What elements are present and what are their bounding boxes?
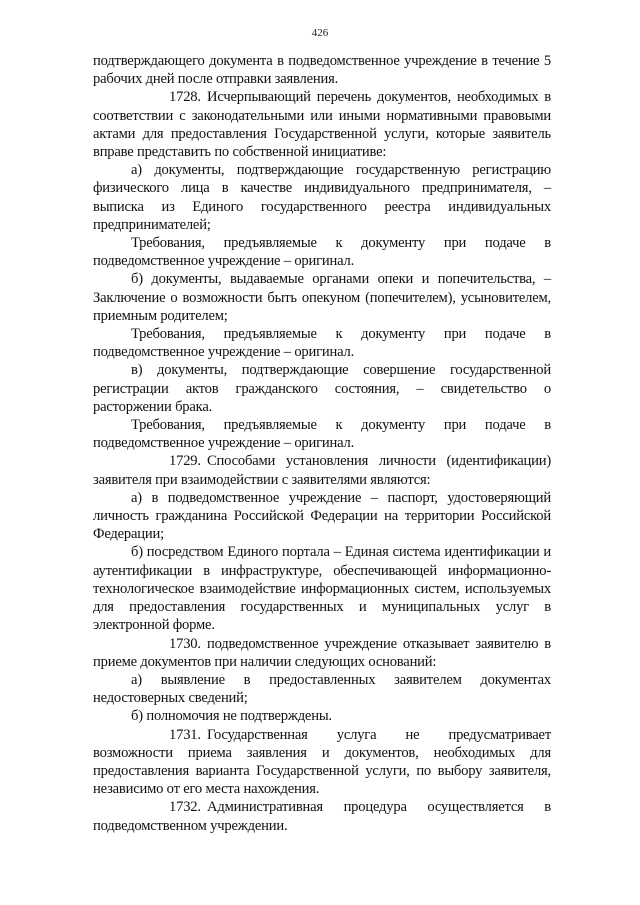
paragraph (93, 671, 551, 707)
paragraph-text: б) полномочия не подтверждены. (131, 708, 332, 725)
section-number: 1732. (169, 799, 201, 816)
paragraph-text: Административная процедура осуществляется в подведомственном учреждении. (93, 799, 551, 834)
paragraph-text: Требования, предъявляемые к документу при подаче в подведомственное учреждение – оригинал. (93, 417, 551, 452)
paragraph-text: Государственная услуга не предусматривает возможности приема заявления и документов, необходимых для предоставления варианта Государственной услуги, по выбору заявителя, независимо от его места нахождения. (93, 726, 551, 798)
paragraph (93, 635, 551, 671)
paragraph (93, 361, 551, 416)
section-number: 1731. (169, 726, 201, 743)
paragraph (93, 543, 551, 634)
paragraph-text: а) документы, подтверждающие государственную регистрацию физического лица в качестве индивидуального предпринимателя, – выписка из Единого государственного реестра индивидуальных предпринимателей; (93, 162, 551, 233)
paragraph-text: Исчерпывающий перечень документов, необходимых в соответствии с законодательными или иными нормативными правовыми актами для предоставления Государственной услуги, которые заявитель вправе представить по собственной инициативе: (93, 89, 551, 161)
section-number: 1730. (169, 635, 201, 652)
paragraph-text: подтверждающего документа в подведомственное учреждение в течение 5 рабочих дней после отправки заявления. (93, 53, 551, 88)
paragraph-text: б) посредством Единого портала – Единая система идентификации и аутентификации в инфраструктуре, обеспечивающей информационно-технологическое взаимодействие информационных систем, используемых для предоставления государственных и муниципальных услуг в электронной форме. (93, 544, 551, 634)
paragraph (93, 416, 551, 452)
paragraph-text: Способами установления личности (идентификации) заявителя при взаимодействии с заявителями являются: (93, 453, 551, 488)
document-body (93, 52, 551, 835)
section-number: 1729. (169, 453, 201, 470)
paragraph-text: Требования, предъявляемые к документу при подаче в подведомственное учреждение – оригинал. (93, 326, 551, 361)
paragraph (93, 161, 551, 234)
paragraph (93, 726, 551, 799)
paragraph-text: подведомственное учреждение отказывает заявителю в приеме документов при наличии следующих оснований: (93, 635, 551, 670)
paragraph (93, 489, 551, 544)
paragraph (93, 707, 551, 725)
paragraph (93, 270, 551, 325)
paragraph (93, 234, 551, 270)
paragraph (93, 88, 551, 161)
paragraph-text: б) документы, выдаваемые органами опеки и попечительства, – Заключение о возможности быть опекуном (попечителем), усыновителем, приемным родителем; (93, 271, 551, 324)
paragraph (93, 452, 551, 488)
paragraph-text: а) в подведомственное учреждение – паспорт, удостоверяющий личность гражданина Российской Федерации на территории Российской Федерации; (93, 489, 551, 543)
paragraph-text: Требования, предъявляемые к документу при подаче в подведомственное учреждение – оригинал. (93, 235, 551, 270)
paragraph-text: а) выявление в предоставленных заявителем документах недостоверных сведений; (93, 671, 551, 707)
page-number: 426 (311, 27, 329, 39)
paragraph-text: в) документы, подтверждающие совершение государственной регистрации актов гражданского состояния, – свидетельство о расторжении брака. (93, 362, 551, 415)
section-number: 1728. (169, 89, 201, 106)
paragraph (93, 325, 551, 361)
paragraph (93, 52, 551, 88)
paragraph (93, 798, 551, 834)
